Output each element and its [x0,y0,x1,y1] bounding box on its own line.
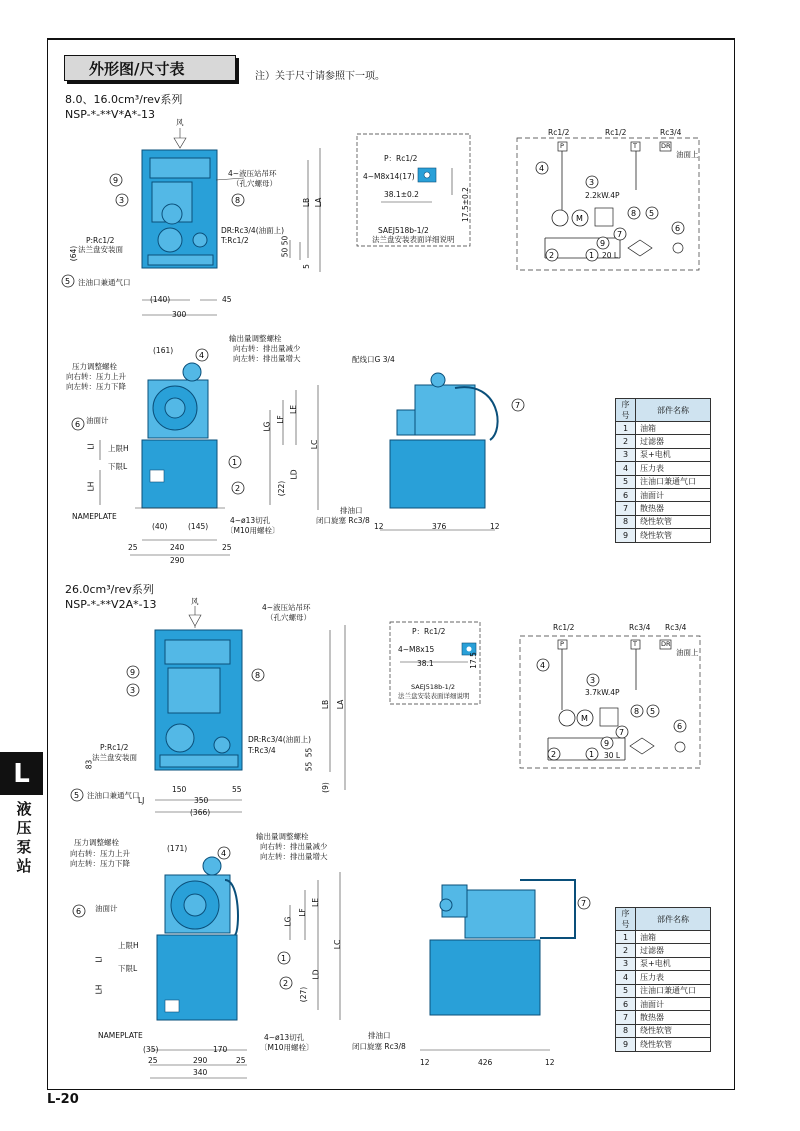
s1-circuit-tank: 20 L [602,251,619,260]
s1-dim-40: (40) [152,522,168,531]
s1-dim-la: LA [314,197,324,208]
s2-dim-25b: 25 [236,1056,246,1065]
table-row [616,462,711,475]
s2-side-d12b: 12 [545,1058,555,1067]
s1-dim-240: 240 [170,543,185,552]
svg-text:3: 3 [590,676,596,685]
s2-gauge: 油面计 [95,904,118,913]
s2-side-d426: 426 [478,1058,493,1067]
table-row [616,997,711,1010]
s2-dim-lg: LG [283,916,293,927]
row-no: 5 [616,475,636,488]
row-name: 散热器 [636,502,711,515]
s2-t-port: T:Rc3/4 [248,746,276,755]
s2-output-l: 向左转：排出量增大 [260,852,328,861]
s2-lower: 下限L [118,964,138,973]
svg-text:4: 4 [199,351,205,360]
row-no: 9 [616,1038,636,1051]
s2-dim-55b: 55 [304,761,314,772]
s2-circuit-t: T [633,640,637,648]
parts-table-1-header-no: 序号 [616,399,636,422]
svg-text:7: 7 [581,899,587,908]
s2-flange-bolt: 4~M8x15 [398,645,435,654]
svg-text:8: 8 [634,707,640,716]
svg-text:M: M [581,714,588,723]
s1-lifting-sub: （孔穴螺母） [232,179,277,188]
s1-wind-label: 风 [176,118,184,127]
table-row [616,422,711,435]
s2-dim-la: LA [336,699,346,710]
s2-pressure-bolt: 压力调整螺栓 [74,838,119,847]
s2-dim-290: 290 [193,1056,208,1065]
s2-dim-171: (171) [167,844,188,853]
s1-dim-lg: LG [262,421,272,432]
s1-dim-lh: LH [86,481,96,492]
s2-wind-label: 风 [191,597,199,606]
table-row [616,1038,711,1051]
svg-text:5: 5 [74,791,80,800]
s2-drain-plug: 闭口旋塞 Rc3/8 [352,1042,406,1051]
s1-dim-50: 50 [280,235,290,246]
s1-dim-lb: LB [302,197,312,208]
s1-dim-lc: LC [310,439,320,450]
table-row [616,957,711,970]
row-name: 绕性软管 [636,1024,711,1037]
s1-circuit-oil-above: 油面上 [676,150,699,159]
svg-text:2: 2 [283,979,289,988]
svg-text:3: 3 [130,686,136,695]
svg-text:1: 1 [589,251,595,260]
s1-output-bolt: 输出量调整螺栓 [229,334,282,343]
table-row [616,475,711,488]
s1-circuit-dr: DR [661,142,671,150]
svg-text:4: 4 [539,164,545,173]
s1-dim-lf: LF [275,415,285,424]
row-name: 压力表 [636,462,711,475]
row-no: 4 [616,462,636,475]
s2-circuit-motor: 3.7kW.4P [585,688,620,697]
s1-dim-le: LE [288,405,298,414]
row-name: 油面计 [636,488,711,501]
row-name: 绕性软管 [636,1038,711,1051]
svg-text:1: 1 [232,458,238,467]
s2-drain: 排油口 [368,1031,391,1040]
parts-table-2-header [616,908,711,931]
parts-table-1 [615,398,711,543]
s1-dim-140: (140) [150,295,171,304]
s1-flange-d175: 17.5±0.2 [460,187,470,222]
svg-text:1: 1 [281,954,287,963]
svg-text:5: 5 [650,707,656,716]
row-no: 6 [616,488,636,501]
s1-nameplate: NAMEPLATE [72,512,117,521]
s1-upper: 上限H [108,444,129,453]
s1-holes: 4~ø13切孔 [230,516,271,525]
s1-filler: 注油口兼通气口 [78,278,131,287]
s1-pressure-r: 向右转：压力上升 [66,372,126,381]
s1-drain: 排油口 [340,506,363,515]
s2-top-view [155,606,345,812]
row-no: 7 [616,1011,636,1024]
s1-dim-64: (64) [69,245,79,262]
s1-flange-d38: 38.1±0.2 [384,190,419,199]
s1-dim-25a: 25 [128,543,138,552]
s1-flange-cap1: SAEJ518b-1/2 [378,226,429,235]
page-title: 外形图/尺寸表 [64,55,236,81]
s1-dim-290: 290 [170,556,185,565]
svg-text:9: 9 [600,239,606,248]
s1-holes-sub: 〔M10用螺栓〕 [226,526,280,535]
s1-side-view [380,373,524,530]
s1-gauge: 油面计 [86,416,109,425]
s2-dim-li: LI [94,956,104,963]
table-row [616,488,711,501]
section2-model: NSP-*-**V2A*-13 [65,598,157,611]
table-row [616,984,711,997]
s1-dim-161: (161) [153,346,174,355]
row-no: 5 [616,984,636,997]
svg-text:6: 6 [677,722,683,731]
s2-filler: 注油口兼通气口 [87,791,140,800]
s1-side-d12a: 12 [374,522,384,531]
s2-flange-d38: 38.1 [417,659,434,668]
table-row [616,931,711,944]
row-no: 2 [616,944,636,957]
s2-dim-lf: LF [297,908,307,917]
s2-nameplate: NAMEPLATE [98,1031,143,1040]
s2-circuit-p: P [560,640,564,648]
s1-side-d12b: 12 [490,522,500,531]
svg-text:8: 8 [235,196,241,205]
page-number: L-20 [47,1092,79,1107]
s1-top-view [142,128,320,315]
s2-circuit-oil-above: 油面上 [676,648,699,657]
row-no: 7 [616,502,636,515]
s2-dim-lb: LB [321,699,331,710]
row-name: 油面计 [636,997,711,1010]
s2-circuit-tank: 30 L [604,751,621,760]
s1-dim-25b: 25 [222,543,232,552]
row-no: 8 [616,1024,636,1037]
svg-text:2: 2 [551,750,557,759]
s1-dim-45: 45 [222,295,232,304]
s2-pressure-l: 向左转：压力下降 [70,859,130,868]
row-name: 油箱 [636,422,711,435]
s1-output-r: 向右转：排出量减少 [233,344,301,353]
svg-text:2: 2 [549,251,555,260]
s2-dr-port: DR:Rc3/4(油面上) [248,735,312,744]
row-name: 过滤器 [636,944,711,957]
s2-dim-150: 150 [172,785,187,794]
svg-text:9: 9 [604,739,610,748]
s1-pressure-bolt: 压力调整螺栓 [72,362,117,371]
s2-flange-d175: 17.5 [468,652,478,669]
svg-text:4: 4 [540,661,546,670]
s2-dim-25a: 25 [148,1056,158,1065]
table-row [616,448,711,461]
row-no: 9 [616,529,636,542]
s1-circuit-rc1: Rc1/2 [548,128,570,137]
svg-text:6: 6 [76,907,82,916]
svg-text:5: 5 [65,277,71,286]
s2-dim-350: 350 [194,796,209,805]
s2-dim-35: (35) [143,1045,159,1054]
s1-dim-li: LI [86,443,96,450]
s1-wiring: 配线口G 3/4 [352,355,395,364]
s2-holes: 4~ø13切孔 [264,1033,305,1042]
row-no: 3 [616,957,636,970]
s1-dim-ld: LD [289,469,299,480]
s1-drain-plug: 闭口旋塞 Rc3/8 [316,516,370,525]
s2-dim-27: (27) [299,986,309,1003]
s2-dim-83: 83 [84,759,94,770]
row-name: 绕性软管 [636,515,711,528]
row-name: 油箱 [636,931,711,944]
s2-side-d12a: 12 [420,1058,430,1067]
svg-text:2: 2 [235,484,241,493]
s2-dim-55: 55 [232,785,242,794]
row-no: 6 [616,997,636,1010]
s2-circuit-dr: DR [661,640,671,648]
row-no: 1 [616,422,636,435]
svg-text:8: 8 [631,209,637,218]
s2-lifting-sub: （孔穴螺母） [266,613,311,622]
svg-text:6: 6 [75,420,81,429]
s1-front-view [100,363,318,555]
table-row [616,502,711,515]
row-no: 1 [616,931,636,944]
s1-flange-cap2: 法兰盘安装表面详细说明 [372,235,455,244]
row-name: 泵+电机 [636,448,711,461]
row-no: 3 [616,448,636,461]
section1-model: NSP-*-**V*A*-13 [65,108,156,121]
s1-t-port: T:Rc1/2 [221,236,249,245]
s2-dim-55a: 55 [304,747,314,758]
svg-text:4: 4 [221,849,227,858]
svg-text:5: 5 [649,209,655,218]
table-row [616,971,711,984]
s1-p-port-sub: 法兰盘安装面 [78,245,123,254]
table-row [616,1011,711,1024]
svg-text:1: 1 [589,750,595,759]
s2-pressure-r: 向右转：压力上升 [70,849,130,858]
table-row [616,529,711,542]
parts-table-2-header-no: 序号 [616,908,636,931]
svg-text:7: 7 [619,728,625,737]
svg-text:7: 7 [617,230,623,239]
s2-dim-340: 340 [193,1068,208,1077]
row-name: 压力表 [636,971,711,984]
parts-table-1-header-name: 部件名称 [636,399,711,422]
svg-text:3: 3 [119,196,125,205]
s1-lifting-label: 4~液压站吊环 [228,169,277,178]
s2-flange-p: P：Rc1/2 [412,627,446,636]
s2-circuit-rc2: Rc3/4 [629,623,651,632]
row-no: 4 [616,971,636,984]
s2-dim-ld: LD [311,969,321,980]
table-row [616,515,711,528]
s2-dim-lj: LJ [138,796,145,805]
svg-text:7: 7 [515,401,521,410]
s2-holes-sub: 〔M10用螺栓〕 [260,1043,314,1052]
s1-circuit-p: P [560,142,564,150]
row-name: 过滤器 [636,435,711,448]
s1-circuit-rc2: Rc1/2 [605,128,627,137]
parts-table-1-header [616,399,711,422]
row-no: 8 [616,515,636,528]
side-tab-text: 液压泵站 [16,800,32,875]
s2-circuit-rc1: Rc1/2 [553,623,575,632]
s1-side-d376: 376 [432,522,447,531]
svg-text:8: 8 [255,671,261,680]
s2-circuit [520,636,700,768]
s1-circuit-motor: 2.2kW.4P [585,191,620,200]
parts-table-2 [615,907,711,1052]
s1-dim-300: 300 [172,310,187,319]
s2-circuit-rc3: Rc3/4 [665,623,687,632]
s2-output-r: 向右转：排出量减少 [260,842,328,851]
s2-flange-cap1: SAEJ518b-1/2 [411,683,456,691]
table-row [616,1024,711,1037]
s2-p-port-sub: 法兰盘安装面 [92,753,137,762]
s1-output-l: 向左转：排出量增大 [233,354,301,363]
s1-dr-port: DR:Rc3/4(油面上) [221,226,285,235]
svg-text:6: 6 [675,224,681,233]
s1-dim-145: (145) [188,522,209,531]
s1-lower: 下限L [108,462,128,471]
svg-text:9: 9 [113,176,119,185]
page-note: 注）关于尺寸请参照下一项。 [255,71,385,82]
s1-circuit-t: T [633,142,637,150]
s2-dim-170: 170 [213,1045,228,1054]
s2-output-bolt: 输出量调整螺栓 [256,832,309,841]
table-row [616,944,711,957]
s1-dim-50b: 50 [280,247,290,258]
s2-upper: 上限H [118,941,139,950]
s2-side-view [420,880,590,1050]
s2-p-port: P:Rc1/2 [100,743,129,752]
s1-dim-22: (22) [277,480,287,497]
s2-dim-366: (366) [190,808,211,817]
s2-dim-lc: LC [333,939,343,950]
row-name: 注油口兼通气口 [636,475,711,488]
s1-dim-5: 5 [301,264,311,269]
parts-table-2-header-name: 部件名称 [636,908,711,931]
s2-dim-9: (9) [320,782,330,793]
section1-series: 8.0、16.0cm³/rev系列 [65,93,183,106]
s2-dim-lh: LH [94,984,104,995]
s1-pressure-l: 向左转：压力下降 [66,382,126,391]
row-no: 2 [616,435,636,448]
row-name: 泵+电机 [636,957,711,970]
section2-series: 26.0cm³/rev系列 [65,583,154,596]
s1-circuit-rc3: Rc3/4 [660,128,682,137]
s2-flange-cap2: 法兰盘安装表面详细说明 [398,692,470,700]
table-row [616,435,711,448]
svg-text:3: 3 [589,178,595,187]
side-tab-letter: L [0,752,43,795]
s1-flange-p: P：Rc1/2 [384,154,418,163]
svg-text:M: M [576,214,583,223]
row-name: 绕性软管 [636,529,711,542]
svg-text:9: 9 [130,668,136,677]
row-name: 散热器 [636,1011,711,1024]
section2-heading [65,582,157,612]
s2-dim-le: LE [310,898,320,907]
s2-lifting-label: 4~液压站吊环 [262,603,311,612]
row-name: 注油口兼通气口 [636,984,711,997]
s1-p-port: P:Rc1/2 [86,236,115,245]
s1-flange-bolt: 4~M8x14(17) [363,172,415,181]
